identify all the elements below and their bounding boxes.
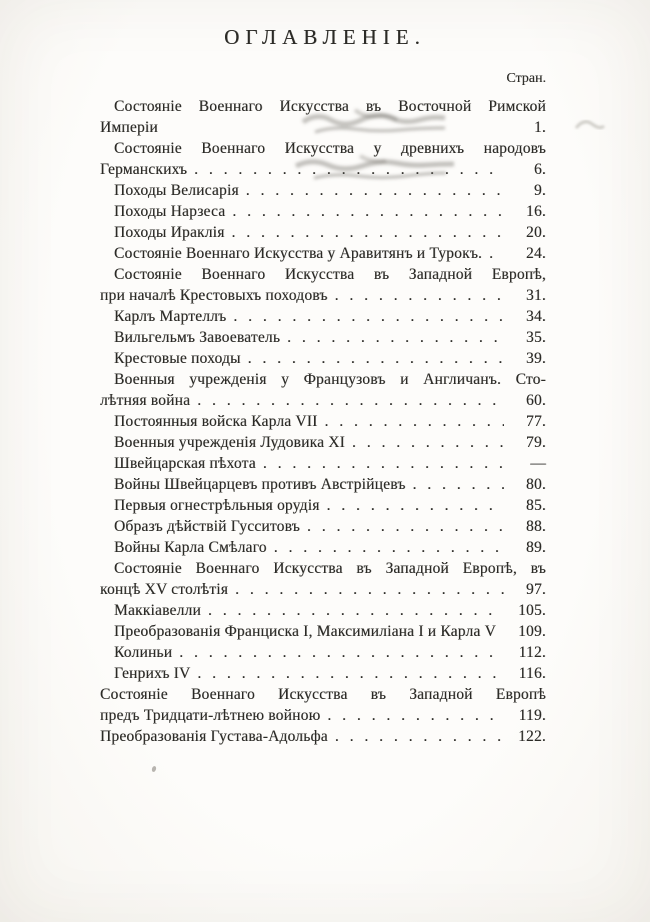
toc-entry [100, 495, 546, 516]
entry-text: Походы Нарзеса [114, 203, 226, 220]
entry-page-number: 112. [518, 644, 546, 661]
dot-leader [233, 306, 504, 327]
entry-text: Преобразованія Густава-Адольфа [100, 728, 328, 745]
entry-text: Состояніе Военнаго Искусства въ Западной Европѣ [100, 686, 546, 703]
dot-leader [335, 726, 504, 747]
toc-entry-line-last [100, 306, 546, 327]
dot-leader [327, 705, 504, 726]
toc-entry-line [100, 96, 546, 117]
toc-entry [100, 684, 546, 726]
entry-page-number: 16. [526, 203, 546, 220]
toc-entry-line-last [100, 390, 546, 411]
entry-text: Походы Ираклія [114, 224, 225, 241]
toc-entry-line-last [100, 474, 546, 495]
toc-entry-line-last [100, 705, 546, 726]
dot-leader [197, 663, 504, 684]
toc-entry-line [100, 684, 546, 705]
entry-page-number: 77. [526, 413, 546, 430]
toc-entry [100, 642, 546, 663]
entry-page-number: 109. [518, 623, 546, 640]
entry-page-number: 9. [533, 182, 546, 199]
dot-leader [263, 453, 504, 474]
toc-entry [100, 243, 546, 264]
entry-page-number: 39. [526, 350, 546, 367]
toc-entry [100, 348, 546, 369]
toc-entry-line-last [100, 495, 546, 516]
entry-page-number: 6. [533, 161, 546, 178]
entry-page-number: 31. [526, 287, 546, 304]
dot-leader [413, 474, 504, 495]
entry-page-number: 116. [518, 665, 546, 682]
page-column-header: Стран. [506, 71, 546, 86]
toc-entry-line-last [100, 411, 546, 432]
entry-text: Войны Швейцарцевъ противъ Австрійцевъ [114, 476, 406, 493]
dot-leader [248, 348, 504, 369]
entry-text: Состояніе Военнаго Искусства въ Западной Европѣ, въ [114, 560, 546, 577]
entry-page-number: 122. [518, 728, 546, 745]
toc-entry [100, 138, 546, 180]
toc-entry [100, 306, 546, 327]
toc-entry [100, 201, 546, 222]
toc-entry-line-last [100, 726, 546, 747]
entry-text: Крестовые походы [114, 350, 241, 367]
entry-text: Швейцарская пѣхота [114, 455, 256, 472]
toc-entry-line [100, 369, 546, 390]
entry-page-number: 80. [526, 476, 546, 493]
dot-leader [179, 642, 504, 663]
toc-entry-line-last [100, 159, 546, 180]
dot-leader [325, 411, 504, 432]
toc-entry [100, 600, 546, 621]
entry-page-number: 85. [526, 497, 546, 514]
entry-page-number: 1. [533, 119, 546, 136]
entry-text: предъ Тридцати-лѣтнею войною [100, 707, 321, 724]
dot-leader [287, 327, 504, 348]
toc-entry-line [100, 558, 546, 579]
toc-entry-line-last [100, 243, 546, 264]
entry-text: Преобразованія Франциска I, Максимиліана I и Карла V [114, 623, 496, 640]
toc-entry [100, 474, 546, 495]
toc-entry-line-last [100, 537, 546, 558]
entry-text: Состояніе Военнаго Искусства въ Восточной Римской [114, 98, 546, 115]
entry-page-number: 60. [526, 392, 546, 409]
dot-leader [208, 600, 504, 621]
toc-entry [100, 726, 546, 747]
toc-entry [100, 432, 546, 453]
entry-page-number: 20. [526, 224, 546, 241]
dot-leader [194, 159, 504, 180]
entry-text: Имперіи [100, 119, 158, 136]
toc-entry-line-last [100, 222, 546, 243]
entry-page-number: 34. [526, 308, 546, 325]
toc-entry-line-last [100, 453, 546, 474]
toc-entry-line-last [100, 432, 546, 453]
entry-text: Постоянныя войска Карла VII [114, 413, 318, 430]
toc-entry-line [100, 138, 546, 159]
entry-text: Колиньи [114, 644, 173, 661]
toc-entry [100, 222, 546, 243]
entry-text: Военныя учрежденія у Французовъ и Англичанъ. Сто- [114, 371, 546, 388]
toc-entry [100, 663, 546, 684]
entry-text: Походы Велисарія [114, 182, 239, 199]
entry-text: при началѣ Крестовыхъ походовъ [100, 287, 328, 304]
toc-entry-line-last [100, 327, 546, 348]
toc-entry-line-last [100, 285, 546, 306]
toc-entry [100, 96, 546, 138]
dot-leader [352, 432, 504, 453]
entry-page-number: — [530, 455, 546, 472]
stray-mark [151, 766, 157, 773]
entry-text: Генрихъ IV [114, 665, 191, 682]
toc-entry-line-last [100, 663, 546, 684]
entry-text: лѣтняя война [100, 392, 191, 409]
toc-entry-line-last [100, 348, 546, 369]
entry-page-number: 97. [526, 581, 546, 598]
toc-entry [100, 327, 546, 348]
toc-entry [100, 558, 546, 600]
toc-entry [100, 621, 546, 642]
dot-leader [232, 201, 504, 222]
toc-list [0, 96, 650, 747]
toc-entry [100, 264, 546, 306]
toc-entry [100, 537, 546, 558]
entry-text: Маккіавелли [114, 602, 201, 619]
toc-entry [100, 369, 546, 411]
entry-page-number: 105. [518, 602, 546, 619]
entry-page-number: 88. [526, 518, 546, 535]
dot-leader [246, 180, 504, 201]
entry-text: Первыя огнестрѣльныя орудія [114, 497, 320, 514]
entry-text: Германскихъ [100, 161, 188, 178]
dot-leader [232, 222, 504, 243]
entry-page-number: 35. [526, 329, 546, 346]
dot-leader [489, 243, 504, 264]
entry-text: Образъ дѣйствій Гусситовъ [114, 518, 300, 535]
entry-text: Войны Карла Смѣлаго [114, 539, 267, 556]
dot-leader [235, 579, 504, 600]
entry-page-number: 24. [526, 245, 546, 262]
dot-leader [307, 516, 504, 537]
entry-page-number: 79. [526, 434, 546, 451]
dot-leader [197, 390, 504, 411]
toc-entry-line-last [100, 180, 546, 201]
toc-entry [100, 453, 546, 474]
page-title: ОГЛАВЛЕНІЕ. [224, 25, 426, 49]
entry-page-number: 89. [526, 539, 546, 556]
toc-entry-line-last [100, 600, 546, 621]
toc-entry-line-last [100, 621, 546, 642]
entry-page-number: 119. [518, 707, 546, 724]
entry-text: Состояніе Военнаго Искусства въ Западной Европѣ, [114, 266, 546, 283]
dot-leader [274, 537, 504, 558]
toc-entry-line-last [100, 516, 546, 537]
toc-entry-line-last [100, 117, 546, 138]
toc-entry-line-last [100, 201, 546, 222]
entry-text: концѣ XV столѣтія [100, 581, 229, 598]
toc-entry [100, 180, 546, 201]
toc-entry-line-last [100, 579, 546, 600]
entry-text: Вильгельмъ Завоеватель [114, 329, 281, 346]
toc-entry [100, 411, 546, 432]
toc-entry [100, 516, 546, 537]
entry-text: Карлъ Мартеллъ [114, 308, 227, 325]
entry-text: Военныя учрежденія Лудовика XI [114, 434, 345, 451]
dot-leader [335, 285, 504, 306]
entry-text: Состояніе Военнаго Искусства у Аравитянъ и Турокъ. [114, 245, 483, 262]
entry-text: Состояніе Военнаго Искусства у древнихъ народовъ [114, 140, 546, 157]
toc-entry-line [100, 264, 546, 285]
dot-leader [327, 495, 504, 516]
toc-entry-line-last [100, 642, 546, 663]
